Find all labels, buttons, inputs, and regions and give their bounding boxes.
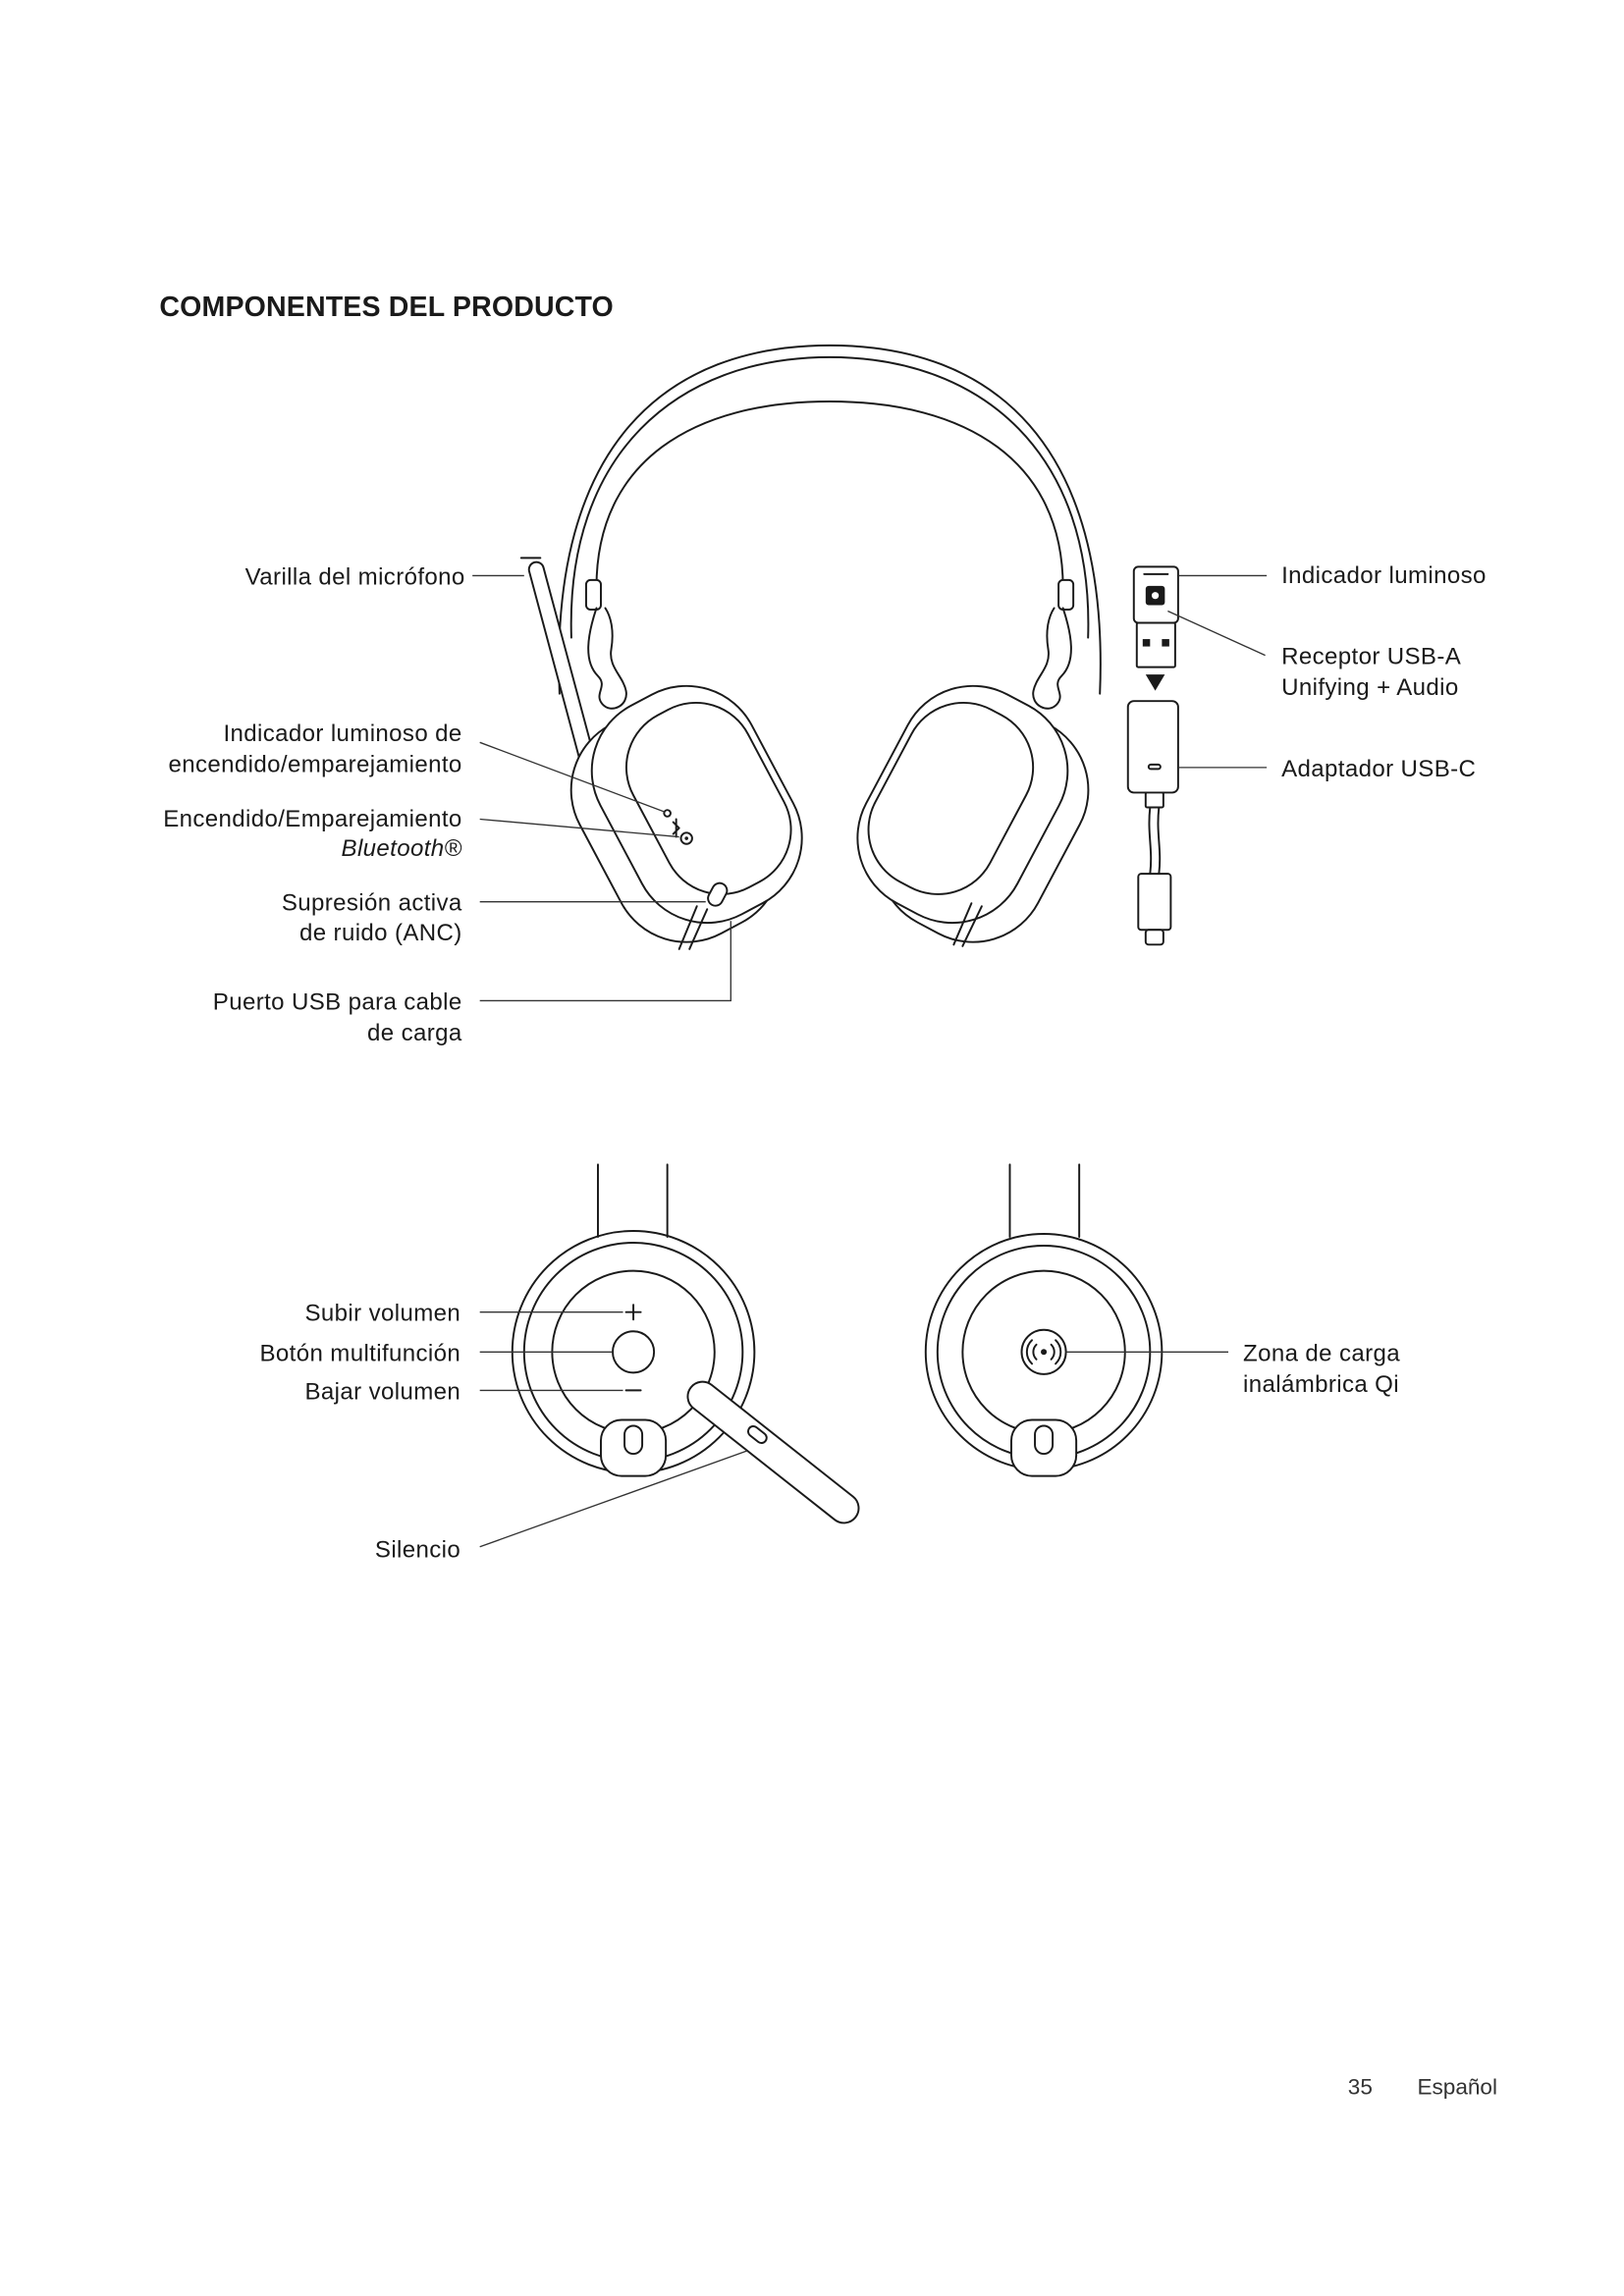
- label-receiver-line2: Unifying + Audio: [1281, 674, 1459, 702]
- multifunction-button: [613, 1331, 654, 1372]
- page-number: 35: [1347, 2074, 1373, 2100]
- footer-language: Español: [1417, 2074, 1497, 2100]
- mic-boom-side: [681, 1376, 864, 1529]
- label-multifunction: Botón multifunción: [259, 1340, 461, 1367]
- label-mic-boom: Varilla del micrófono: [244, 563, 465, 591]
- mic-boom: [521, 558, 595, 764]
- label-led: Indicador luminoso: [1281, 561, 1487, 589]
- label-power-pairing-line1: Encendido/Emparejamiento: [163, 806, 462, 833]
- label-qi-line1: Zona de carga: [1243, 1340, 1401, 1367]
- label-qi-line2: inalámbrica Qi: [1243, 1370, 1400, 1398]
- label-usb-port-line2: de carga: [367, 1020, 462, 1047]
- left-ear-cup: [545, 660, 828, 968]
- right-slot: [1011, 1419, 1076, 1475]
- right-yoke: [1033, 608, 1071, 708]
- headband: [559, 346, 1101, 694]
- left-slot: [601, 1419, 666, 1475]
- left-yoke: [588, 608, 626, 708]
- left-ear-cup-side-view: [513, 1164, 865, 1528]
- right-ear-cup: [832, 660, 1114, 968]
- wireless-charging-icon: [1022, 1330, 1066, 1374]
- label-anc-line2: de ruido (ANC): [299, 919, 462, 946]
- label-power-led-line2: encendido/emparejamiento: [168, 751, 462, 778]
- usb-receiver: [1134, 566, 1178, 667]
- leader-line-receiver: [1167, 611, 1265, 655]
- plus-icon: [626, 1305, 641, 1319]
- page-title: COMPONENTES DEL PRODUCTO: [159, 291, 614, 323]
- label-anc-line1: Supresión activa: [281, 889, 462, 917]
- headset-front-view: [472, 346, 1114, 1001]
- usb-c-adapter: [1128, 701, 1178, 944]
- label-usb-port-line1: Puerto USB para cable: [212, 988, 462, 1016]
- label-adapter: Adaptador USB-C: [1281, 755, 1477, 782]
- label-volume-down: Bajar volumen: [304, 1378, 461, 1406]
- label-power-pairing-line2: Bluetooth®: [341, 835, 462, 863]
- label-receiver-line1: Receptor USB-A: [1281, 643, 1462, 670]
- label-mute: Silencio: [374, 1536, 461, 1564]
- label-power-led-line1: Indicador luminoso de: [223, 720, 462, 747]
- right-ear-cup-side-view: [926, 1164, 1163, 1475]
- arrow-down-icon: [1146, 674, 1165, 691]
- label-volume-up: Subir volumen: [304, 1300, 461, 1327]
